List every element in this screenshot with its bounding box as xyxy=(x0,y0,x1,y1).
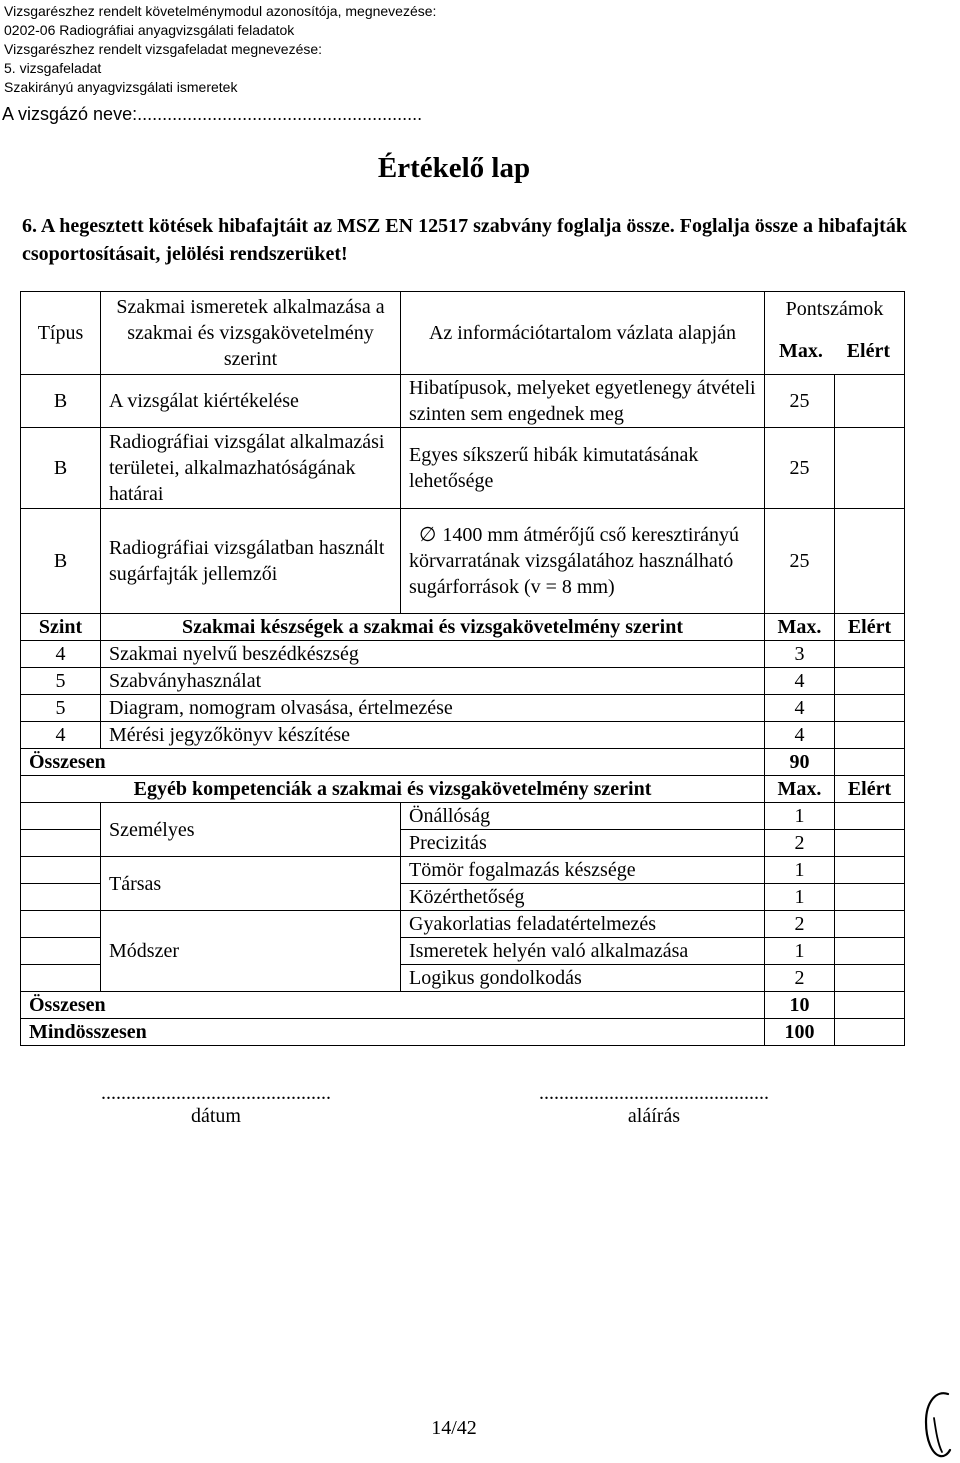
max-cell: 25 xyxy=(765,509,835,614)
type-cell: B xyxy=(21,428,101,509)
competency-item: Gyakorlatias feladatértelmezés xyxy=(401,911,765,938)
table-row xyxy=(21,428,905,509)
competency-group: Személyes xyxy=(101,803,401,857)
type-cell: B xyxy=(21,509,101,614)
level-cell: 4 xyxy=(21,722,101,749)
level-cell: 4 xyxy=(21,641,101,668)
max-cell: 4 xyxy=(765,695,835,722)
achieved-cell[interactable] xyxy=(835,830,905,857)
header-line: Vizsgarészhez rendelt követelménymodul azonosítója, megnevezése: xyxy=(4,3,437,19)
blank-cell xyxy=(21,830,101,857)
sign-line[interactable]: .............................................. xyxy=(539,1082,769,1104)
max-cell: 2 xyxy=(765,965,835,992)
max-cell: 1 xyxy=(765,857,835,884)
page-number: 14/42 xyxy=(431,1417,477,1439)
max-cell: 1 xyxy=(765,938,835,965)
subtotal-label: Összesen xyxy=(21,992,765,1019)
blank-cell xyxy=(21,938,101,965)
grand-total-value: 100 xyxy=(765,1019,835,1046)
competency-group: Módszer xyxy=(101,911,401,992)
header-line: Vizsgarészhez rendelt vizsgafeladat megnevezése: xyxy=(4,41,323,57)
type-header: Típus xyxy=(21,292,101,375)
achieved-cell[interactable] xyxy=(835,992,905,1019)
achieved-cell[interactable] xyxy=(835,641,905,668)
handwritten-mark-icon xyxy=(918,1388,958,1460)
outline-text: 1400 mm átmérőjű cső keresztirányú körvarratának vizsgálatához használható sugárforrások (v = 8 mm) xyxy=(409,524,740,598)
blank-cell xyxy=(21,857,101,884)
competency-item: Tömör fogalmazás készsége xyxy=(401,857,765,884)
date-line[interactable]: .............................................. xyxy=(101,1082,331,1104)
type-cell: B xyxy=(21,375,101,428)
subtotal-value: 90 xyxy=(765,749,835,776)
topic-cell: Radiográfiai vizsgálat alkalmazási területei, alkalmazhatóságának határai xyxy=(101,428,401,509)
achieved-cell[interactable] xyxy=(835,911,905,938)
achieved-header: Elért xyxy=(835,614,905,641)
outline-cell: Hibatípusok, melyeket egyetlenegy átvételi szinten sem engednek meg xyxy=(401,375,765,428)
max-cell: 25 xyxy=(765,428,835,509)
table-row xyxy=(21,695,905,722)
table-row xyxy=(21,911,905,938)
knowledge-header: Szakmai ismeretek alkalmazása a szakmai és vizsgakövetelmény szerint xyxy=(101,292,401,375)
competency-item: Önállóság xyxy=(401,803,765,830)
achieved-cell[interactable] xyxy=(835,1019,905,1046)
sign-signature-block xyxy=(526,1082,782,1128)
achieved-header: Elért xyxy=(835,776,905,803)
competency-item: Közérthetőség xyxy=(401,884,765,911)
blank-cell xyxy=(21,965,101,992)
max-header: Max. xyxy=(765,614,835,641)
level-cell: 5 xyxy=(21,668,101,695)
max-cell: 25 xyxy=(765,375,835,428)
blank-cell xyxy=(21,803,101,830)
level-cell: 5 xyxy=(21,695,101,722)
achieved-cell[interactable] xyxy=(835,884,905,911)
skills-header-row xyxy=(21,614,905,641)
points-label: Pontszámok xyxy=(785,298,884,320)
document-header xyxy=(4,2,436,97)
table-row xyxy=(21,803,905,830)
header-line: Szakirányú anyagvizsgálati ismeretek xyxy=(4,79,238,95)
table-row xyxy=(21,722,905,749)
header-line: 5. vizsgafeladat xyxy=(4,60,102,76)
competency-group: Társas xyxy=(101,857,401,911)
skills-header: Szakmai készségek a szakmai és vizsgakövetelmény szerint xyxy=(101,614,765,641)
evaluation-table xyxy=(20,291,905,1046)
points-header xyxy=(765,292,905,375)
achieved-cell[interactable] xyxy=(835,695,905,722)
blank-cell xyxy=(21,884,101,911)
max-cell: 4 xyxy=(765,722,835,749)
skill-cell: Diagram, nomogram olvasása, értelmezése xyxy=(101,695,765,722)
subtotal-row xyxy=(21,992,905,1019)
outline-cell: Egyes síkszerű hibák kimutatásának lehetősége xyxy=(401,428,765,509)
table-row xyxy=(21,509,905,614)
outline-cell xyxy=(401,509,765,614)
outline-header: Az információtartalom vázlata alapján xyxy=(401,292,765,375)
max-header: Max. xyxy=(778,340,823,362)
subtotal-row xyxy=(21,749,905,776)
sign-label: aláírás xyxy=(627,1105,681,1127)
competencies-header: Egyéb kompetenciák a szakmai és vizsgakövetelmény szerint xyxy=(21,776,765,803)
achieved-cell[interactable] xyxy=(835,509,905,614)
subtotal-value: 10 xyxy=(765,992,835,1019)
skill-cell: Mérési jegyzőkönyv készítése xyxy=(101,722,765,749)
max-cell: 2 xyxy=(765,830,835,857)
competencies-header-row xyxy=(21,776,905,803)
achieved-cell[interactable] xyxy=(835,375,905,428)
date-label: dátum xyxy=(191,1105,241,1127)
max-header: Max. xyxy=(765,776,835,803)
subtotal-label: Összesen xyxy=(21,749,765,776)
achieved-header: Elért xyxy=(846,340,891,362)
task-description: 6. A hegesztett kötések hibafajtáit az MSZ EN 12517 szabvány foglalja össze. Foglalja össze a hibafajták csoportosításait, jelölési rendszerüket! xyxy=(22,215,907,265)
max-cell: 2 xyxy=(765,911,835,938)
diameter-icon: ∅ xyxy=(419,524,437,546)
table-header-row xyxy=(21,292,905,375)
achieved-cell[interactable] xyxy=(835,749,905,776)
max-cell: 1 xyxy=(765,803,835,830)
header-line: 0202-06 Radiográfiai anyagvizsgálati feladatok xyxy=(4,22,295,38)
blank-cell xyxy=(21,911,101,938)
competency-item: Precizitás xyxy=(401,830,765,857)
achieved-cell[interactable] xyxy=(835,803,905,830)
grand-total-row xyxy=(21,1019,905,1046)
achieved-cell[interactable] xyxy=(835,428,905,509)
max-cell: 3 xyxy=(765,641,835,668)
page-title: Értékelő lap xyxy=(377,152,531,184)
competency-item: Ismeretek helyén való alkalmazása xyxy=(401,938,765,965)
table-row xyxy=(21,857,905,884)
topic-cell: A vizsgálat kiértékelése xyxy=(101,375,401,428)
table-row xyxy=(21,375,905,428)
competency-item: Logikus gondolkodás xyxy=(401,965,765,992)
max-cell: 4 xyxy=(765,668,835,695)
grand-total-label: Mindösszesen xyxy=(21,1019,765,1046)
skill-cell: Szakmai nyelvű beszédkészség xyxy=(101,641,765,668)
skill-cell: Szabványhasználat xyxy=(101,668,765,695)
achieved-cell[interactable] xyxy=(835,938,905,965)
table-row xyxy=(21,641,905,668)
achieved-cell[interactable] xyxy=(835,965,905,992)
table-row xyxy=(21,668,905,695)
level-header: Szint xyxy=(21,614,101,641)
achieved-cell[interactable] xyxy=(835,722,905,749)
date-signature-block xyxy=(88,1082,344,1128)
topic-cell: Radiográfiai vizsgálatban használt sugárfajták jellemzői xyxy=(101,509,401,614)
max-cell: 1 xyxy=(765,884,835,911)
examinee-name-field: A vizsgázó neve:......................................................... xyxy=(2,104,423,124)
achieved-cell[interactable] xyxy=(835,857,905,884)
achieved-cell[interactable] xyxy=(835,668,905,695)
